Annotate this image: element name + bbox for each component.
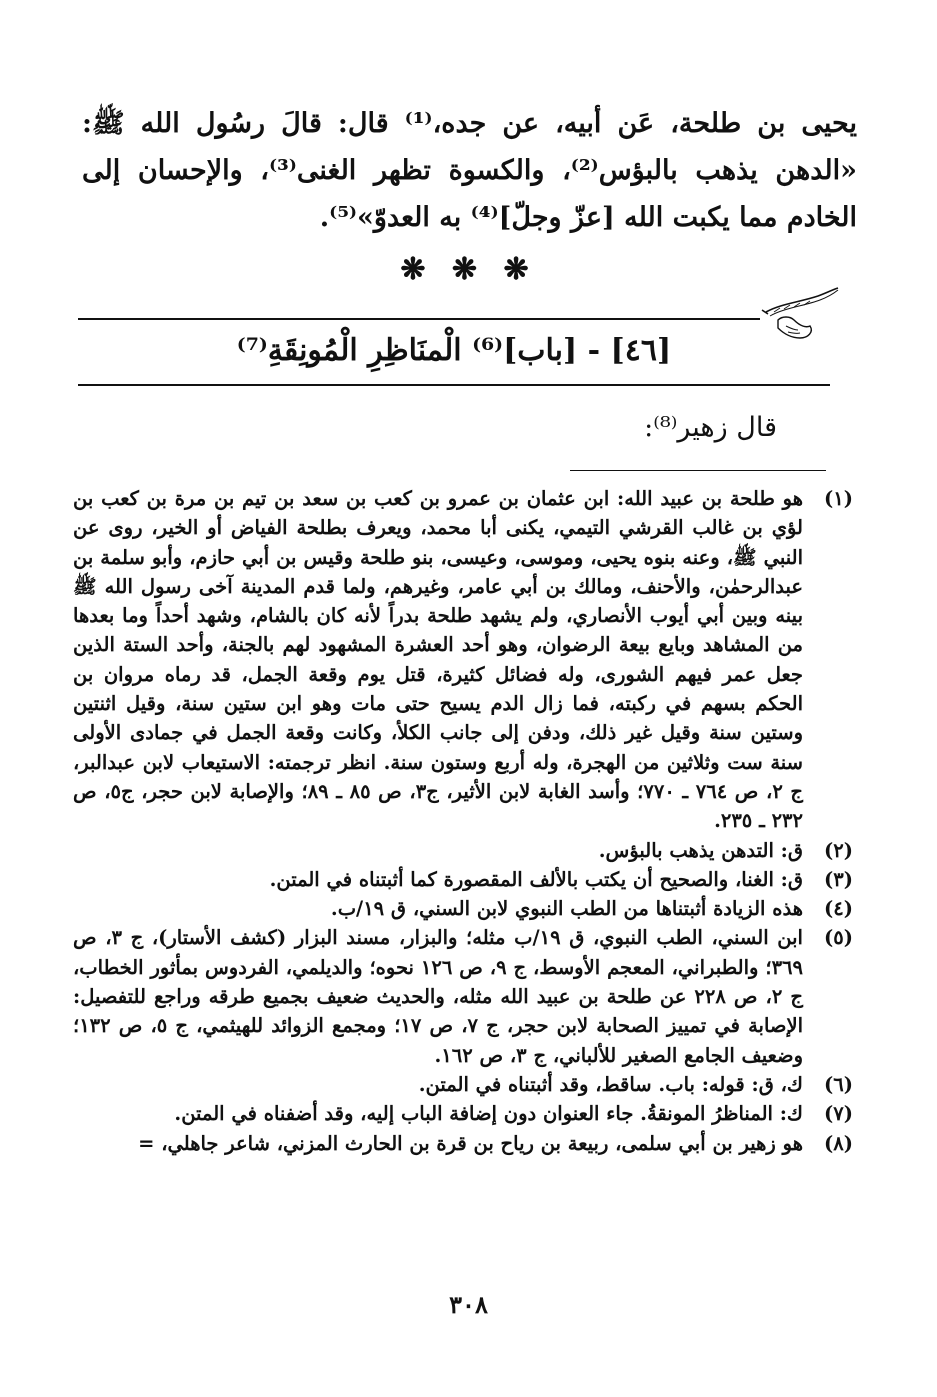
footnote-number: (٧) (824, 1102, 853, 1126)
footnote-number: (١) (824, 487, 853, 510)
footnote-text: ك، ق: قوله: باب. ساقط، وقد أثبتناه في المتن. (418, 1072, 803, 1096)
footnote-text: ك: المناظرُ المونقةُ. جاء العنوان دون إضافة الباب إليه، وقد أضفناه في المتن. (174, 1102, 803, 1126)
footnotes (73, 484, 853, 1158)
chapter-heading: [٤٦] - [باب]⁽⁶⁾ الْمنَاظِرِ الْمُونِقَةِ⁽⁷⁾ (236, 333, 672, 368)
footnote (73, 865, 853, 894)
footnote-separator (570, 470, 826, 471)
footnote-text: هذه الزيادة أثبتناها من الطب النبوي لابن السني، ق ١٩/ب. (330, 897, 803, 921)
main-text (82, 100, 857, 241)
footnote (73, 923, 853, 1069)
chapter-rule-top (78, 318, 760, 320)
footnote-number: (٤) (824, 897, 853, 921)
footnote-number: (٥) (824, 926, 853, 950)
poem-intro: قال زهير⁽⁸⁾: (644, 412, 777, 443)
footnote-text: هو زهير بن أبي سلمى، ربيعة بن رياح بن قرة بن الحارث المزني، شاعر جاهلي، = (138, 1131, 803, 1155)
footnote-number: (٦) (824, 1072, 853, 1096)
footnote-text: هو طلحة بن عبيد الله: ابن عثمان بن عمرو بن كعب بن سعد بن تيم بن مرة بن كعب بن لؤي بن غالب القرشي التيمي، يكنى أبا محمد، ويعرف بطلحة الفياض أو الخير، روى عن النبي ﷺ، وعنه بنوه يحيى، وموسى، وعيسى، بنو طلحة وقيس بن أبي حازم، وأبو سلمة بن عبدالرحمٰن، والأحنف، ومالك بن أبي عامر، وغيرهم، ولما قدم المدينة آخى رسول الله ﷺ بينه وبين أبي أيوب الأنصاري، ولم يشهد طلحة بدراً لأنه كان بالشام، وشهد أحداً وما بعدها من المشاهد وبايع بيعة الرضوان، وهو أحد العشرة المشهود لهم بالجنة، وأحد الستة الذين جعل عمر فيهم الشورى، وله فضائل كثيرة، قتل يوم وقعة الجمل، قد رماه مروان بن الحكم بسهم في ركبته، فما زال الدم يسيح حتى مات وهو ابن ستين سنة، وقيل اثنتين وستين سنة وقيل غير ذلك، ودفن إلى جانب الكلأ، وكانت وقعة الجمل في جمادى الأولى سنة ست وثلاثين من الهجرة، وله أربع وستون سنة. انظر ترجمته: الاستيعاب لابن عبدالبر، ج ٢، ص ٧٦٤ ـ ٧٧٠؛ وأسد الغابة لابن الأثير، ج٣، ص ٨٥ ـ ٨٩؛ والإصابة لابن حجر، ج٥، ص ٢٣٢ ـ ٢٣٥. (73, 487, 804, 833)
page-number: ٣٠٨ (449, 1290, 488, 1319)
footnote-text: ق: التدهن يذهب بالبؤس. (598, 838, 803, 862)
chapter-rule-bottom (78, 384, 830, 386)
footnote (73, 1099, 853, 1128)
footnote-number: (٨) (824, 1131, 853, 1155)
footnote (73, 1070, 853, 1099)
footnote-text: ق: الغنا، والصحيح أن يكتب بالألف المقصورة كما أثبتناه في المتن. (269, 867, 803, 891)
hadith-paragraph: يحيى بن طلحة، عَن أبيه، عن جده،⁽¹⁾ قال: قالَ رسُول الله ﷺ: «الدهن يذهب بالبؤس⁽²⁾، والكسوة تظهر الغنى⁽³⁾، والإحسان إلى الخادم مما يكبت الله [عزّ وجلّ]⁽⁴⁾ به العدوّ»⁽⁵⁾. (82, 108, 857, 233)
footnote (73, 894, 853, 923)
footnote (73, 1129, 853, 1158)
footnote (73, 836, 853, 865)
footnote-number: (٢) (824, 838, 853, 862)
footnote (73, 484, 853, 836)
section-separator: ❋ ❋ ❋ (400, 252, 537, 287)
footnote-number: (٣) (824, 867, 853, 891)
footnote-text: ابن السني، الطب النبوي، ق ١٩/ب مثله؛ والبزار، مسند البزار (كشف الأستار)، ج ٣، ص ٣٦٩؛ والطبراني، المعجم الأوسط، ج ٩، ص ١٢٦ نحوه؛ والديلمي، الفردوس بمأثور الخطاب، ج ٢، ص ٢٢٨ عن طلحة بن عبيد الله مثله، والحديث ضعيف بجميع طرقه وراجع للتفصيل: الإصابة في تمييز الصحابة لابن حجر، ج ٧، ص ١٧؛ ومجمع الزوائد للهيثمي، ج ٥، ص ١٣٢؛ وضعيف الجامع الصغير للألباني، ج ٣، ص ١٦٢. (73, 926, 803, 1067)
